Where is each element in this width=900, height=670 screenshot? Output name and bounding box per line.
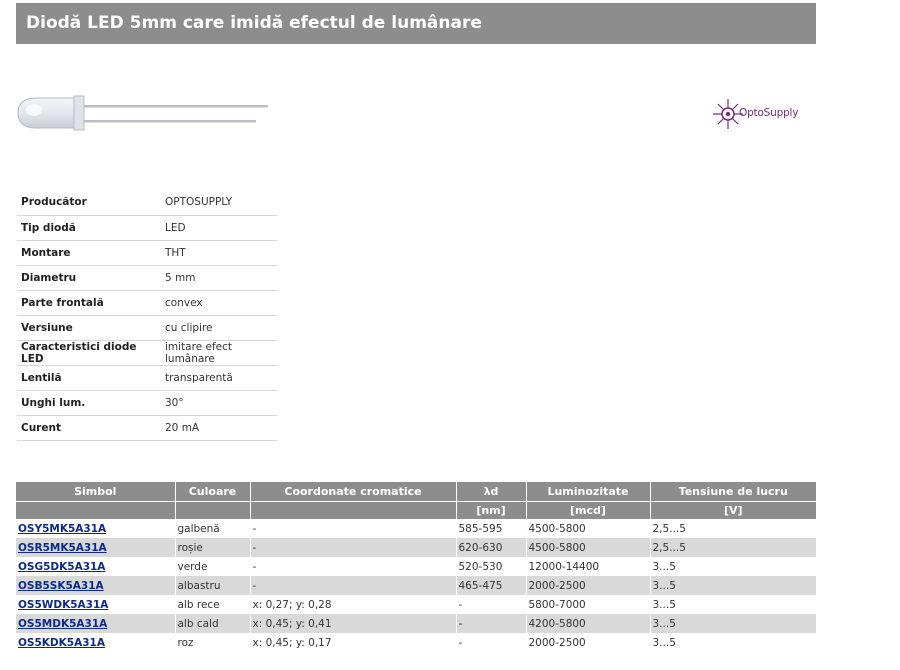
voltage-cell: 3...5 [650,614,816,633]
chromaticity-cell: - [250,557,456,576]
spec-row [17,240,277,265]
table-row [16,614,816,633]
spec-key: Lentilă [17,365,158,390]
spec-row [17,265,277,290]
voltage-cell: 3...5 [650,633,816,652]
spec-value: cu clipire [158,315,277,340]
column-header-voltage: Tensiune de lucru [650,482,816,501]
spec-key: Producător [17,190,158,215]
header-row [16,482,816,501]
luminosity-cell: 4500-5800 [526,519,650,538]
spec-row [17,415,277,440]
spec-value: 30° [158,390,277,415]
column-header-symbol: Simbol [16,482,175,501]
led-product-image [14,88,274,138]
wavelength-cell: 585-595 [456,519,526,538]
spec-key: Montare [17,240,158,265]
product-link[interactable]: OSG5DK5A31A [18,560,106,573]
wavelength-cell: - [456,614,526,633]
spec-row [17,365,277,390]
brand-name: OptoSupply [739,107,799,119]
luminosity-cell: 4500-5800 [526,538,650,557]
spec-value: LED [158,215,277,240]
products-table [16,482,816,652]
chromaticity-cell: - [250,538,456,557]
luminosity-cell: 2000-2500 [526,576,650,595]
color-cell: roșie [175,538,250,557]
page-title: Diodă LED 5mm care imidă efectul de lumânare [16,3,816,44]
unit-cell: [V] [650,501,816,519]
color-cell: roz [175,633,250,652]
chromaticity-cell: - [250,519,456,538]
wavelength-cell: - [456,595,526,614]
table-row [16,519,816,538]
color-cell: galbenă [175,519,250,538]
symbol-cell [16,557,175,576]
spec-key: Unghi lum. [17,390,158,415]
spec-row [17,215,277,240]
voltage-cell: 3...5 [650,557,816,576]
spec-value: THT [158,240,277,265]
wavelength-cell: - [456,633,526,652]
spec-row [17,290,277,315]
table-row [16,576,816,595]
chromaticity-cell: x: 0,27; y: 0,28 [250,595,456,614]
spec-value: 5 mm [158,265,277,290]
chromaticity-cell: x: 0,45; y: 0,17 [250,633,456,652]
chromaticity-cell: x: 0,45; y: 0,41 [250,614,456,633]
color-cell: albastru [175,576,250,595]
specifications-table [17,190,277,441]
spec-row [17,340,277,365]
spec-value: transparentă [158,365,277,390]
color-cell: verde [175,557,250,576]
symbol-cell [16,519,175,538]
unit-cell [250,501,456,519]
table-row [16,595,816,614]
symbol-cell [16,576,175,595]
table-row [16,538,816,557]
spec-value: OPTOSUPPLY [158,190,277,215]
symbol-cell [16,614,175,633]
units-row [16,501,816,519]
voltage-cell: 2,5...5 [650,538,816,557]
spec-row [17,390,277,415]
product-link[interactable]: OS5KDK5A31A [18,636,105,649]
wavelength-cell: 465-475 [456,576,526,595]
luminosity-cell: 2000-2500 [526,633,650,652]
table-row [16,633,816,652]
unit-cell: [nm] [456,501,526,519]
spec-value: 20 mA [158,415,277,440]
product-link[interactable]: OSB5SK5A31A [18,579,104,592]
color-cell: alb rece [175,595,250,614]
product-link[interactable]: OS5MDK5A31A [18,617,108,630]
product-link[interactable]: OSR5MK5A31A [18,541,107,554]
symbol-cell [16,595,175,614]
unit-cell [175,501,250,519]
unit-cell: [mcd] [526,501,650,519]
spec-value: convex [158,290,277,315]
luminosity-cell: 12000-14400 [526,557,650,576]
spec-key: Diametru [17,265,158,290]
column-header-color: Culoare [175,482,250,501]
spec-key: Parte frontală [17,290,158,315]
voltage-cell: 3...5 [650,595,816,614]
spec-key: Versiune [17,315,158,340]
table-row [16,557,816,576]
brand-logo [712,98,822,130]
voltage-cell: 2,5...5 [650,519,816,538]
product-link[interactable]: OSY5MK5A31A [18,522,107,535]
spec-key: Caracteristici diode LED [17,340,158,365]
luminosity-cell: 4200-5800 [526,614,650,633]
chromaticity-cell: - [250,576,456,595]
wavelength-cell: 620-630 [456,538,526,557]
wavelength-cell: 520-530 [456,557,526,576]
symbol-cell [16,538,175,557]
spec-row [17,315,277,340]
color-cell: alb cald [175,614,250,633]
symbol-cell [16,633,175,652]
product-link[interactable]: OS5WDK5A31A [18,598,109,611]
spec-key: Curent [17,415,158,440]
column-header-chromaticity: Coordonate cromatice [250,482,456,501]
spec-row [17,190,277,215]
column-header-luminosity: Luminozitate [526,482,650,501]
voltage-cell: 3...5 [650,576,816,595]
luminosity-cell: 5800-7000 [526,595,650,614]
spec-key: Tip diodă [17,215,158,240]
spec-value: imitare efect lumânare [158,340,277,365]
unit-cell [16,501,175,519]
column-header-wavelength: λd [456,482,526,501]
